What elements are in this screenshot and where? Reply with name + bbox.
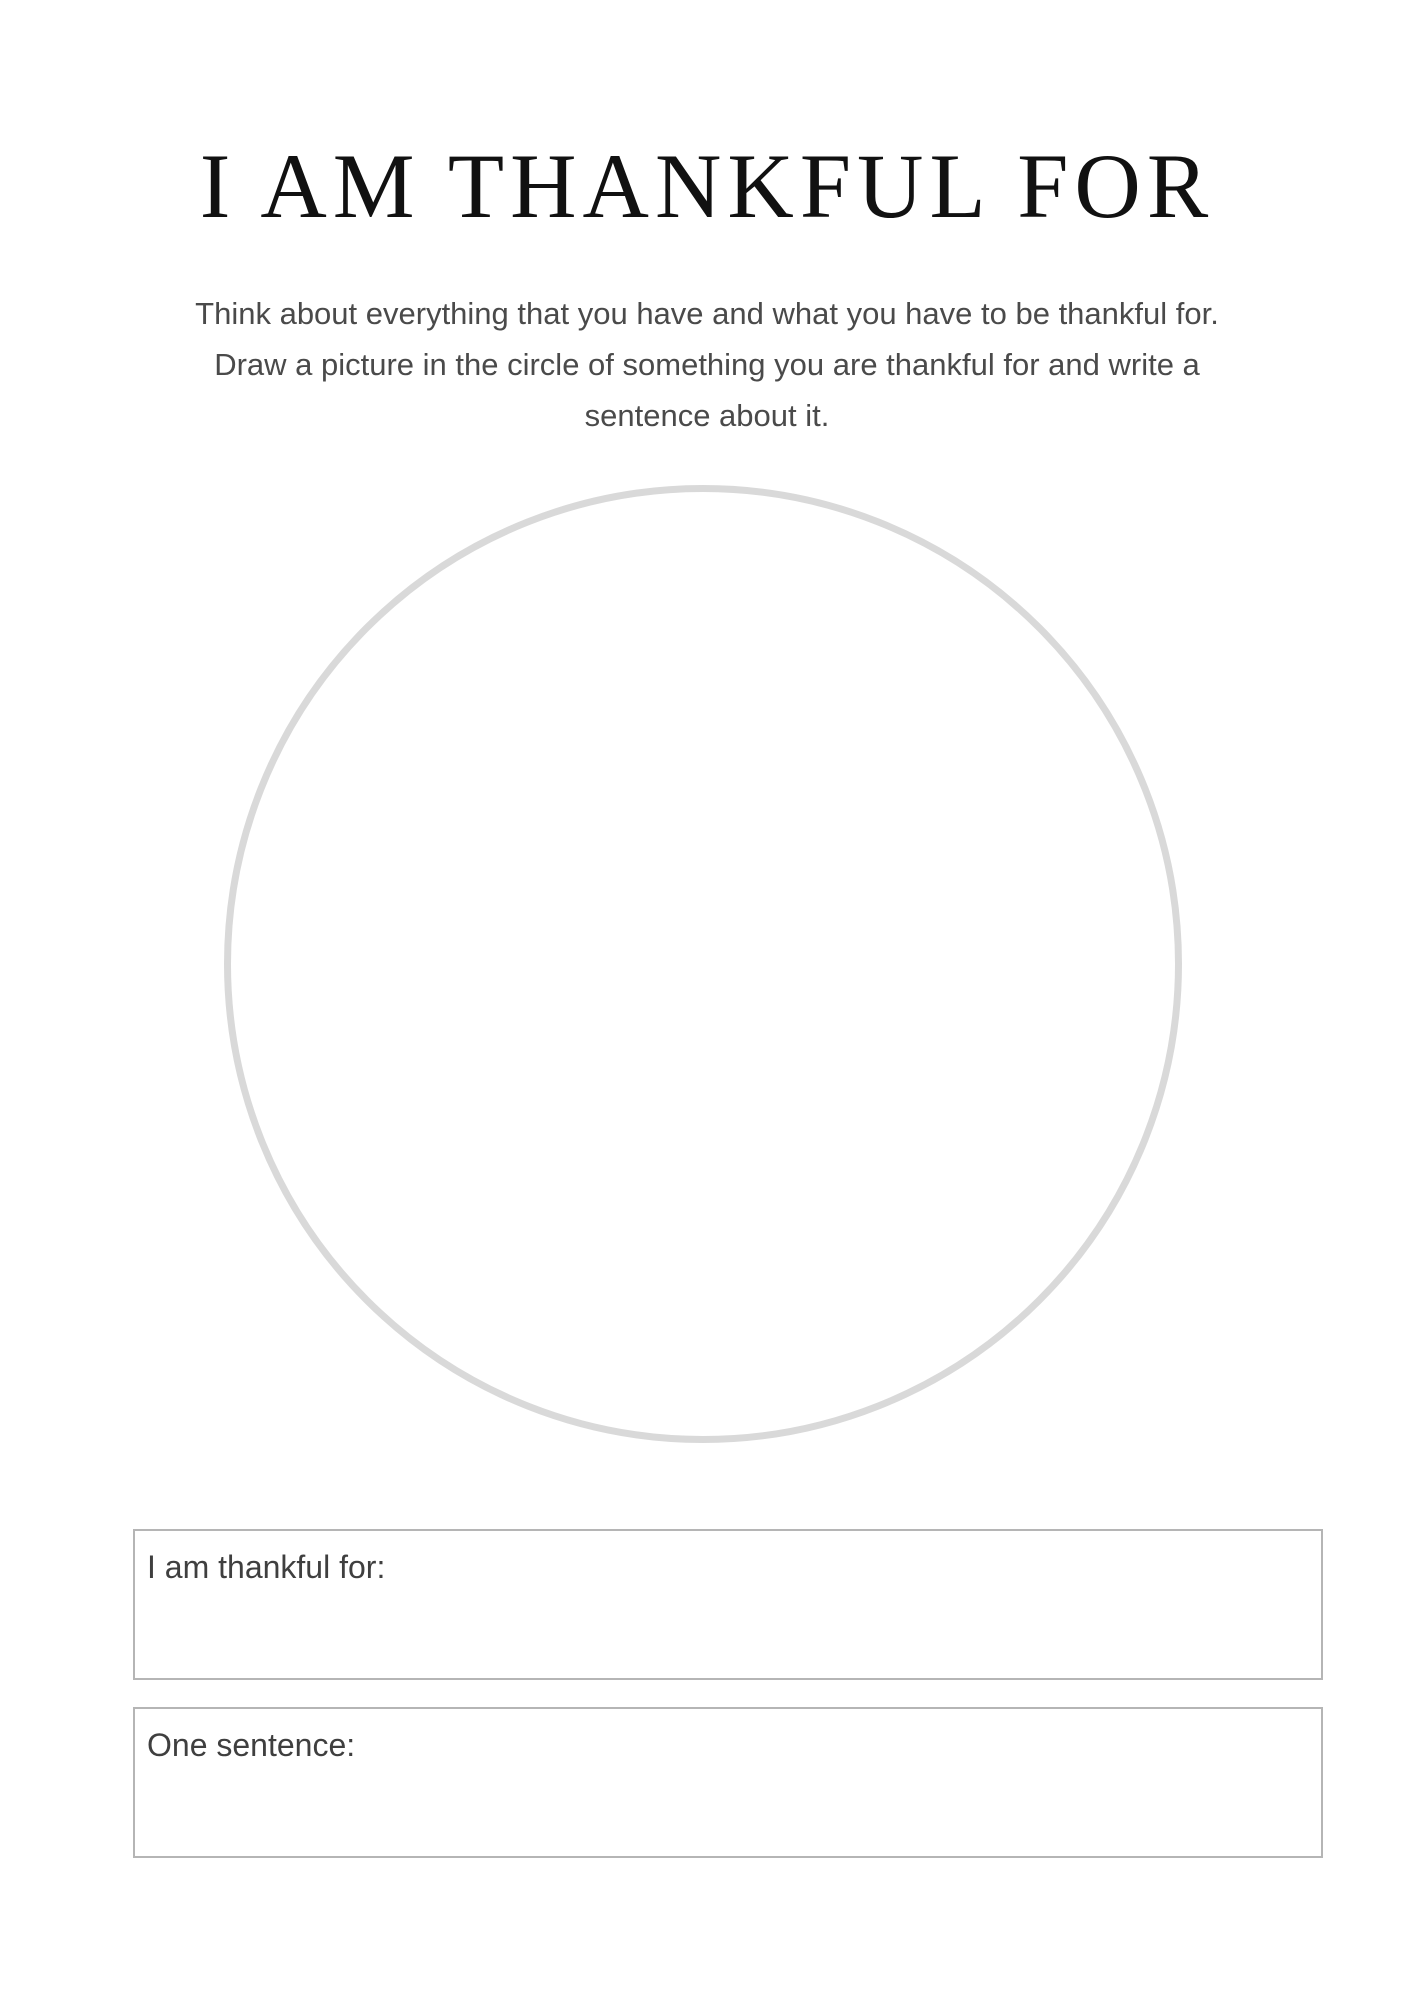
one-sentence-label: One sentence: [147,1727,356,1763]
page-title: I AM THANKFUL FOR [199,135,1215,237]
one-sentence-field[interactable] [133,1707,1323,1858]
instructions-line: Think about everything that you have and what you have to be thankful for. [195,296,1219,331]
thankful-for-field[interactable] [133,1529,1323,1680]
instructions-line: Draw a picture in the circle of something you are thankful for and write a [214,347,1200,382]
instructions-line: sentence about it. [584,398,830,433]
thankful-for-label: I am thankful for: [147,1549,386,1585]
instructions [150,288,1264,441]
drawing-circle[interactable] [224,485,1182,1443]
